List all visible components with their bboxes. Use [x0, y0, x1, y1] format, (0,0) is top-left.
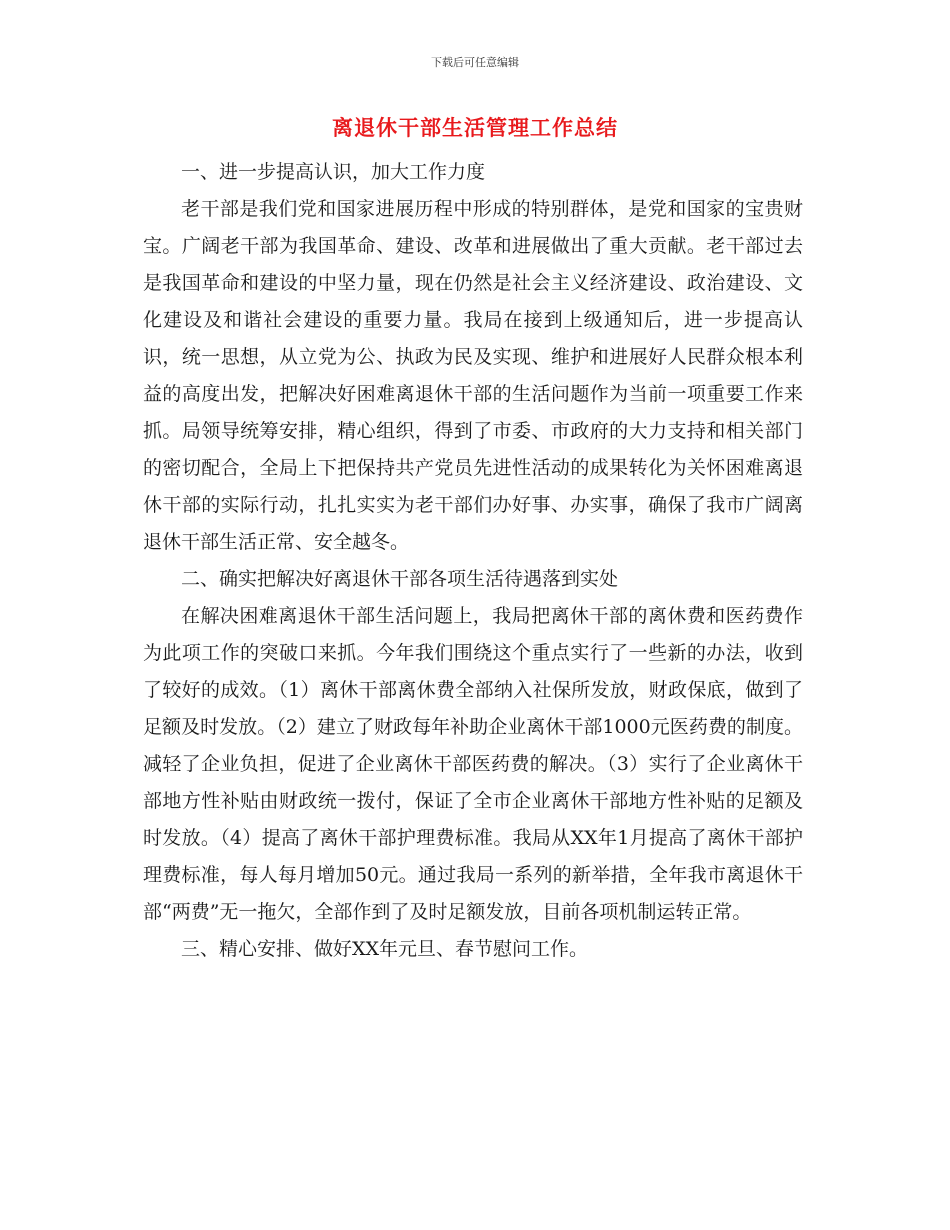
header-note: 下载后可任意编辑 [431, 56, 519, 69]
section-heading-2: 二、确实把解决好离退休干部各项生活待遇落到实处 [181, 568, 619, 590]
document-title: 离退休干部生活管理工作总结 [332, 116, 618, 140]
section-heading-1: 一、进一步提高认识，加大工作力度 [181, 161, 486, 183]
section-2-paragraph: 在解决困难离退休干部生活问题上，我局把离休干部的离休费和医药费作为此项工作的突破口来抓。今年我们围绕这个重点实行了一些新的办法，收到了较好的成效。（1）离休干部离休费全部纳入社保所发放，财政保底，做到了足额及时发放。（2）建立了财政每年补助企业离休干部1000元医药费的制度。减轻了企业负担，促进了企业离休干部医药费的解决。（3）实行了企业离休干部地方性补贴由财政统一拨付，保证了全市企业离休干部地方性补贴的足额及时发放。（4）提高了离休干部护理费标准。我局从XX年1月提高了离休干部护理费标准，每人每月增加50元。通过我局一系列的新举措，全年我市离退休干部“两费”无一拖欠，全部作到了及时足额发放，目前各项机制运转正常。 [143, 605, 803, 923]
document-body [143, 154, 803, 968]
section-1-paragraph: 老干部是我们党和国家进展历程中形成的特别群体，是党和国家的宝贵财宝。广阔老干部为我国革命、建设、改革和进展做出了重大贡献。老干部过去是我国革命和建设的中坚力量，现在仍然是社会主义经济建设、政治建设、文化建设及和谐社会建设的重要力量。我局在接到上级通知后，进一步提高认识，统一思想，从立党为公、执政为民及实现、维护和进展好人民群众根本利益的高度出发，把解决好困难离退休干部的生活问题作为当前一项重要工作来抓。局领导统筹安排，精心组织，得到了市委、市政府的大力支持和相关部门的密切配合，全局上下把保持共产党员先进性活动的成果转化为关怀困难离退休干部的实际行动，扎扎实实为老干部们办好事、办实事，确保了我市广阔离退休干部生活正常、安全越冬。 [143, 198, 803, 553]
section-heading-3: 三、精心安排、做好XX年元旦、春节慰问工作。 [181, 938, 589, 960]
